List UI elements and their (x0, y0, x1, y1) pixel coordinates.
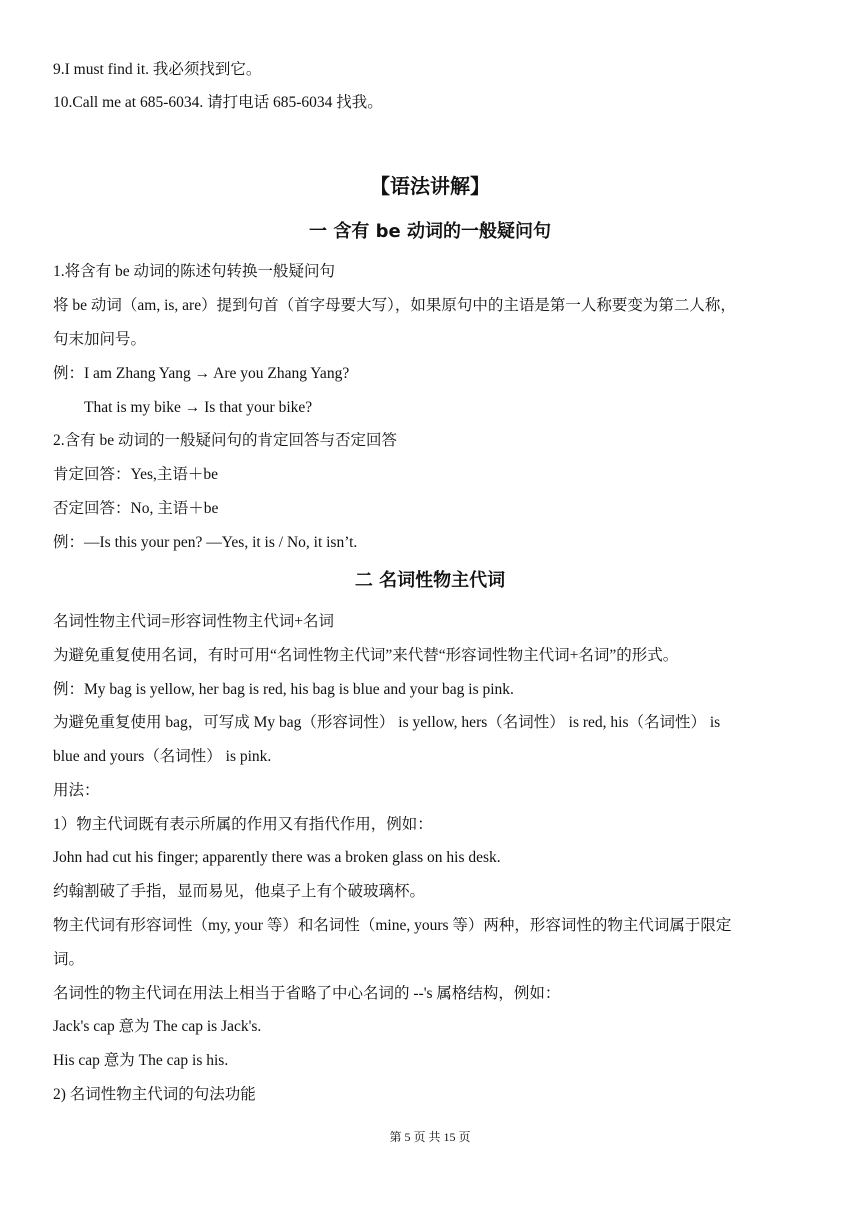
sentence-10: 10.Call me at 685-6034. 请打电话 685-6034 找我。 (53, 94, 383, 111)
rule-line-2: 句末加问号。 (53, 331, 147, 348)
heading-be-questions: 一 含有 be 动词的一般疑问句 (309, 221, 551, 242)
example-his: His cap 意为 The cap is his. (53, 1052, 229, 1069)
rewrite-line-1: 为避免重复使用 bag，可写成 My bag（形容词性） is yellow, hers（名词性） is red, his（名词性） is (53, 714, 721, 731)
usage-2: 2) 名词性物主代词的句法功能 (53, 1086, 256, 1103)
point-1: 1.将含有 be 动词的陈述句转换一般疑问句 (53, 263, 336, 280)
section-title: 【语法讲解】 (370, 174, 490, 198)
example-2: That is my bike → Is that your bike? (84, 399, 313, 416)
usage-1: 1）物主代词既有表示所属的作用又有指代作用，例如： (53, 816, 433, 833)
example-1: 例：I am Zhang Yang → Are you Zhang Yang? (53, 365, 350, 382)
rewrite-line-2: blue and yours（名词性） is pink. (53, 748, 272, 765)
negative-answer: 否定回答：No, 主语＋be (53, 500, 219, 517)
sentence-9: 9.I must find it. 我必须找到它。 (53, 61, 262, 78)
equivalence: 名词性的物主代词在用法上相当于省略了中心名词的 --'s 属格结构，例如： (53, 985, 561, 1002)
definition: 名词性物主代词=形容词性物主代词+名词 (53, 613, 334, 630)
example-john-zh: 约翰割破了手指，显而易见，他桌子上有个破玻璃杯。 (53, 883, 426, 900)
affirmative-answer: 肯定回答：Yes,主语＋be (53, 466, 219, 483)
types-line-2: 词。 (53, 951, 85, 968)
types-line-1: 物主代词有形容词性（my, your 等）和名词性（mine, yours 等）两种，形容词性的物主代词属于限定 (53, 917, 732, 934)
avoid-repetition: 为避免重复使用名词，有时可用“名词性物主代词”来代替“形容词性物主代词+名词”的形式。 (53, 647, 679, 664)
heading-possessive-pronouns: 二 名词性物主代词 (354, 570, 506, 591)
usage-label: 用法： (53, 782, 100, 799)
page-footer: 第 5 页 共 15 页 (389, 1130, 471, 1144)
rule-line-1: 将 be 动词（am, is, are）提到句首（首字母要大写），如果原句中的主语是第一人称要变为第二人称， (53, 297, 736, 314)
example-3: 例：—Is this your pen? —Yes, it is / No, it isn’t. (53, 534, 358, 551)
example-john-en: John had cut his finger; apparently there was a broken glass on his desk. (53, 849, 501, 866)
example-bags: 例：My bag is yellow, her bag is red, his bag is blue and your bag is pink. (53, 681, 514, 698)
point-2: 2.含有 be 动词的一般疑问句的肯定回答与否定回答 (53, 432, 398, 449)
example-jack: Jack's cap 意为 The cap is Jack's. (53, 1018, 262, 1035)
